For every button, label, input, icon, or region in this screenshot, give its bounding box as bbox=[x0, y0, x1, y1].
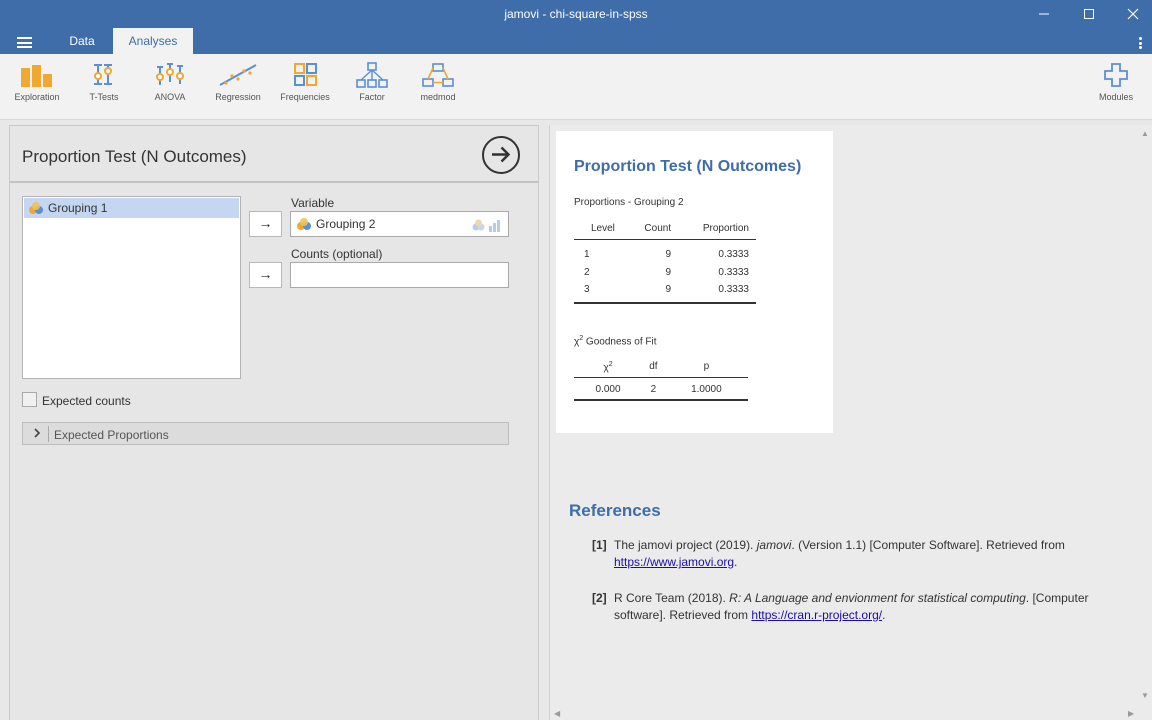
column-header: $\chi^2$ bbox=[574, 357, 642, 377]
ribbon-label: Modules bbox=[1098, 92, 1134, 102]
expected-proportions-section[interactable] bbox=[22, 422, 509, 445]
counts-target-box[interactable] bbox=[290, 262, 509, 288]
gof-table-caption: $\chi^2$ Goodness of Fit bbox=[574, 335, 657, 348]
more-options-icon[interactable] bbox=[1139, 37, 1142, 51]
results-title: Proportion Test (N Outcomes) bbox=[574, 158, 802, 175]
anova-icon bbox=[152, 62, 188, 88]
scroll-right-icon[interactable]: ▶ bbox=[1128, 709, 1135, 718]
column-header: Count bbox=[630, 219, 683, 239]
ribbon-medmod-button[interactable] bbox=[406, 62, 470, 102]
variable-value: Grouping 2 bbox=[316, 217, 376, 231]
table-cell: 2 bbox=[642, 377, 665, 400]
header-divider bbox=[10, 181, 538, 183]
references-heading: References bbox=[569, 501, 661, 520]
analysis-options-panel bbox=[9, 125, 539, 720]
proportions-table bbox=[574, 219, 756, 304]
reference-link[interactable]: https://cran.r-project.org/ bbox=[751, 608, 883, 622]
factor-icon bbox=[354, 62, 390, 88]
move-to-variable-button[interactable] bbox=[249, 211, 282, 237]
ribbon-label: T-Tests bbox=[89, 92, 119, 102]
ribbon-label: Frequencies bbox=[280, 92, 330, 102]
tab-bar bbox=[0, 28, 1152, 54]
medmod-icon bbox=[420, 62, 456, 88]
variable-name: Grouping 1 bbox=[48, 201, 108, 215]
analyses-ribbon bbox=[0, 54, 1152, 120]
maximize-icon bbox=[1083, 8, 1095, 20]
scroll-down-icon[interactable]: ▼ bbox=[1141, 691, 1149, 700]
ribbon-label: medmod bbox=[420, 92, 456, 102]
ribbon-label: ANOVA bbox=[154, 92, 186, 102]
minimize-button[interactable] bbox=[1021, 0, 1067, 28]
plus-icon bbox=[1098, 62, 1134, 88]
results-card bbox=[556, 131, 833, 433]
variable-label: Variable bbox=[291, 196, 335, 210]
chevron-right-icon bbox=[33, 427, 41, 442]
ribbon-modules-button[interactable] bbox=[1084, 62, 1148, 102]
table-cell: 2 bbox=[584, 266, 590, 278]
window-title: jamovi - chi-square-in-spss bbox=[504, 7, 648, 21]
reference-item: [1] The jamovi project (2019). jamovi. (Version 1.1) [Computer Software]. Retrieved from https://www.jamovi.org. bbox=[592, 538, 1065, 569]
proportions-table-caption: Proportions - Grouping 2 bbox=[574, 197, 684, 208]
table-cell: 9 bbox=[665, 248, 672, 260]
arrow-right-icon: → bbox=[258, 266, 273, 282]
ribbon-factor-button[interactable] bbox=[340, 62, 404, 102]
title-bar bbox=[0, 0, 1152, 28]
table-cell: 9 bbox=[665, 266, 672, 278]
tab-analyses[interactable]: Analyses bbox=[113, 28, 193, 54]
nominal-variable-icon bbox=[297, 218, 311, 230]
section-separator bbox=[48, 426, 49, 442]
variable-target-box[interactable] bbox=[290, 211, 509, 237]
table-cell: 0.000 bbox=[574, 377, 642, 400]
column-header: df bbox=[642, 357, 665, 377]
source-variables-list[interactable] bbox=[22, 196, 241, 379]
ribbon-label: Factor bbox=[359, 92, 385, 102]
tab-data[interactable]: Data bbox=[69, 34, 95, 48]
counts-label: Counts (optional) bbox=[291, 247, 383, 261]
scroll-left-icon[interactable]: ◀ bbox=[554, 709, 561, 718]
move-to-counts-button[interactable] bbox=[249, 262, 282, 288]
close-icon bbox=[1127, 8, 1139, 20]
nominal-variable-icon bbox=[29, 202, 43, 214]
table-cell: 0.3333 bbox=[718, 266, 749, 278]
options-title: Proportion Test (N Outcomes) bbox=[22, 147, 247, 166]
arrow-right-circle-icon bbox=[484, 138, 517, 171]
vertical-scrollbar[interactable] bbox=[1138, 125, 1152, 705]
expected-proportions-label: Expected Proportions bbox=[54, 428, 169, 442]
table-cell: 0.3333 bbox=[718, 248, 749, 260]
reference-link[interactable]: https://www.jamovi.org bbox=[614, 555, 735, 569]
column-header: p bbox=[665, 357, 748, 377]
arrow-right-icon: → bbox=[258, 215, 273, 231]
bar-chart-icon bbox=[19, 62, 55, 88]
goodness-of-fit-table bbox=[574, 357, 748, 401]
results-panel bbox=[549, 125, 1152, 720]
ribbon-label: Regression bbox=[215, 92, 261, 102]
table-row bbox=[574, 281, 756, 303]
ribbon-label: Exploration bbox=[14, 92, 60, 102]
table-row bbox=[574, 377, 748, 400]
frequencies-icon bbox=[287, 62, 323, 88]
regression-icon bbox=[216, 62, 260, 88]
variable-list-item[interactable] bbox=[24, 198, 239, 218]
hamburger-menu-icon[interactable] bbox=[17, 37, 32, 48]
ribbon-regression-button[interactable] bbox=[206, 62, 270, 102]
minimize-icon bbox=[1038, 8, 1050, 20]
table-cell: 1.0000 bbox=[665, 377, 748, 400]
ribbon-anova-button[interactable] bbox=[138, 62, 202, 102]
table-cell: 0.3333 bbox=[683, 281, 756, 303]
maximize-button[interactable] bbox=[1066, 0, 1112, 28]
reference-item: [2] R Core Team (2018). R: A Language and envionment for statistical computing. [Computer software]. Retrieved from https://cran.r-project.org/. bbox=[592, 591, 1089, 622]
run-analysis-button[interactable] bbox=[482, 136, 520, 174]
reference-number: [1] bbox=[592, 538, 607, 552]
ribbon-frequencies-button[interactable] bbox=[273, 62, 337, 102]
table-row bbox=[574, 263, 756, 281]
column-header: Proportion bbox=[683, 219, 756, 239]
table-cell: 3 bbox=[574, 281, 630, 303]
scroll-up-icon[interactable]: ▲ bbox=[1141, 129, 1149, 138]
expected-counts-label: Expected counts bbox=[42, 394, 131, 408]
table-row bbox=[574, 239, 756, 263]
t-tests-icon bbox=[86, 62, 122, 88]
table-cell: 9 bbox=[630, 281, 683, 303]
column-header: Level bbox=[574, 219, 630, 239]
close-window-button[interactable] bbox=[1110, 0, 1152, 28]
ribbon-t-tests-button[interactable] bbox=[72, 62, 136, 102]
horizontal-scrollbar[interactable] bbox=[550, 706, 1139, 720]
expected-counts-checkbox[interactable] bbox=[22, 392, 37, 407]
reference-number: [2] bbox=[592, 591, 607, 605]
variable-type-icon bbox=[472, 218, 504, 232]
ribbon-exploration-button[interactable] bbox=[5, 62, 69, 102]
table-cell: 1 bbox=[584, 248, 590, 260]
